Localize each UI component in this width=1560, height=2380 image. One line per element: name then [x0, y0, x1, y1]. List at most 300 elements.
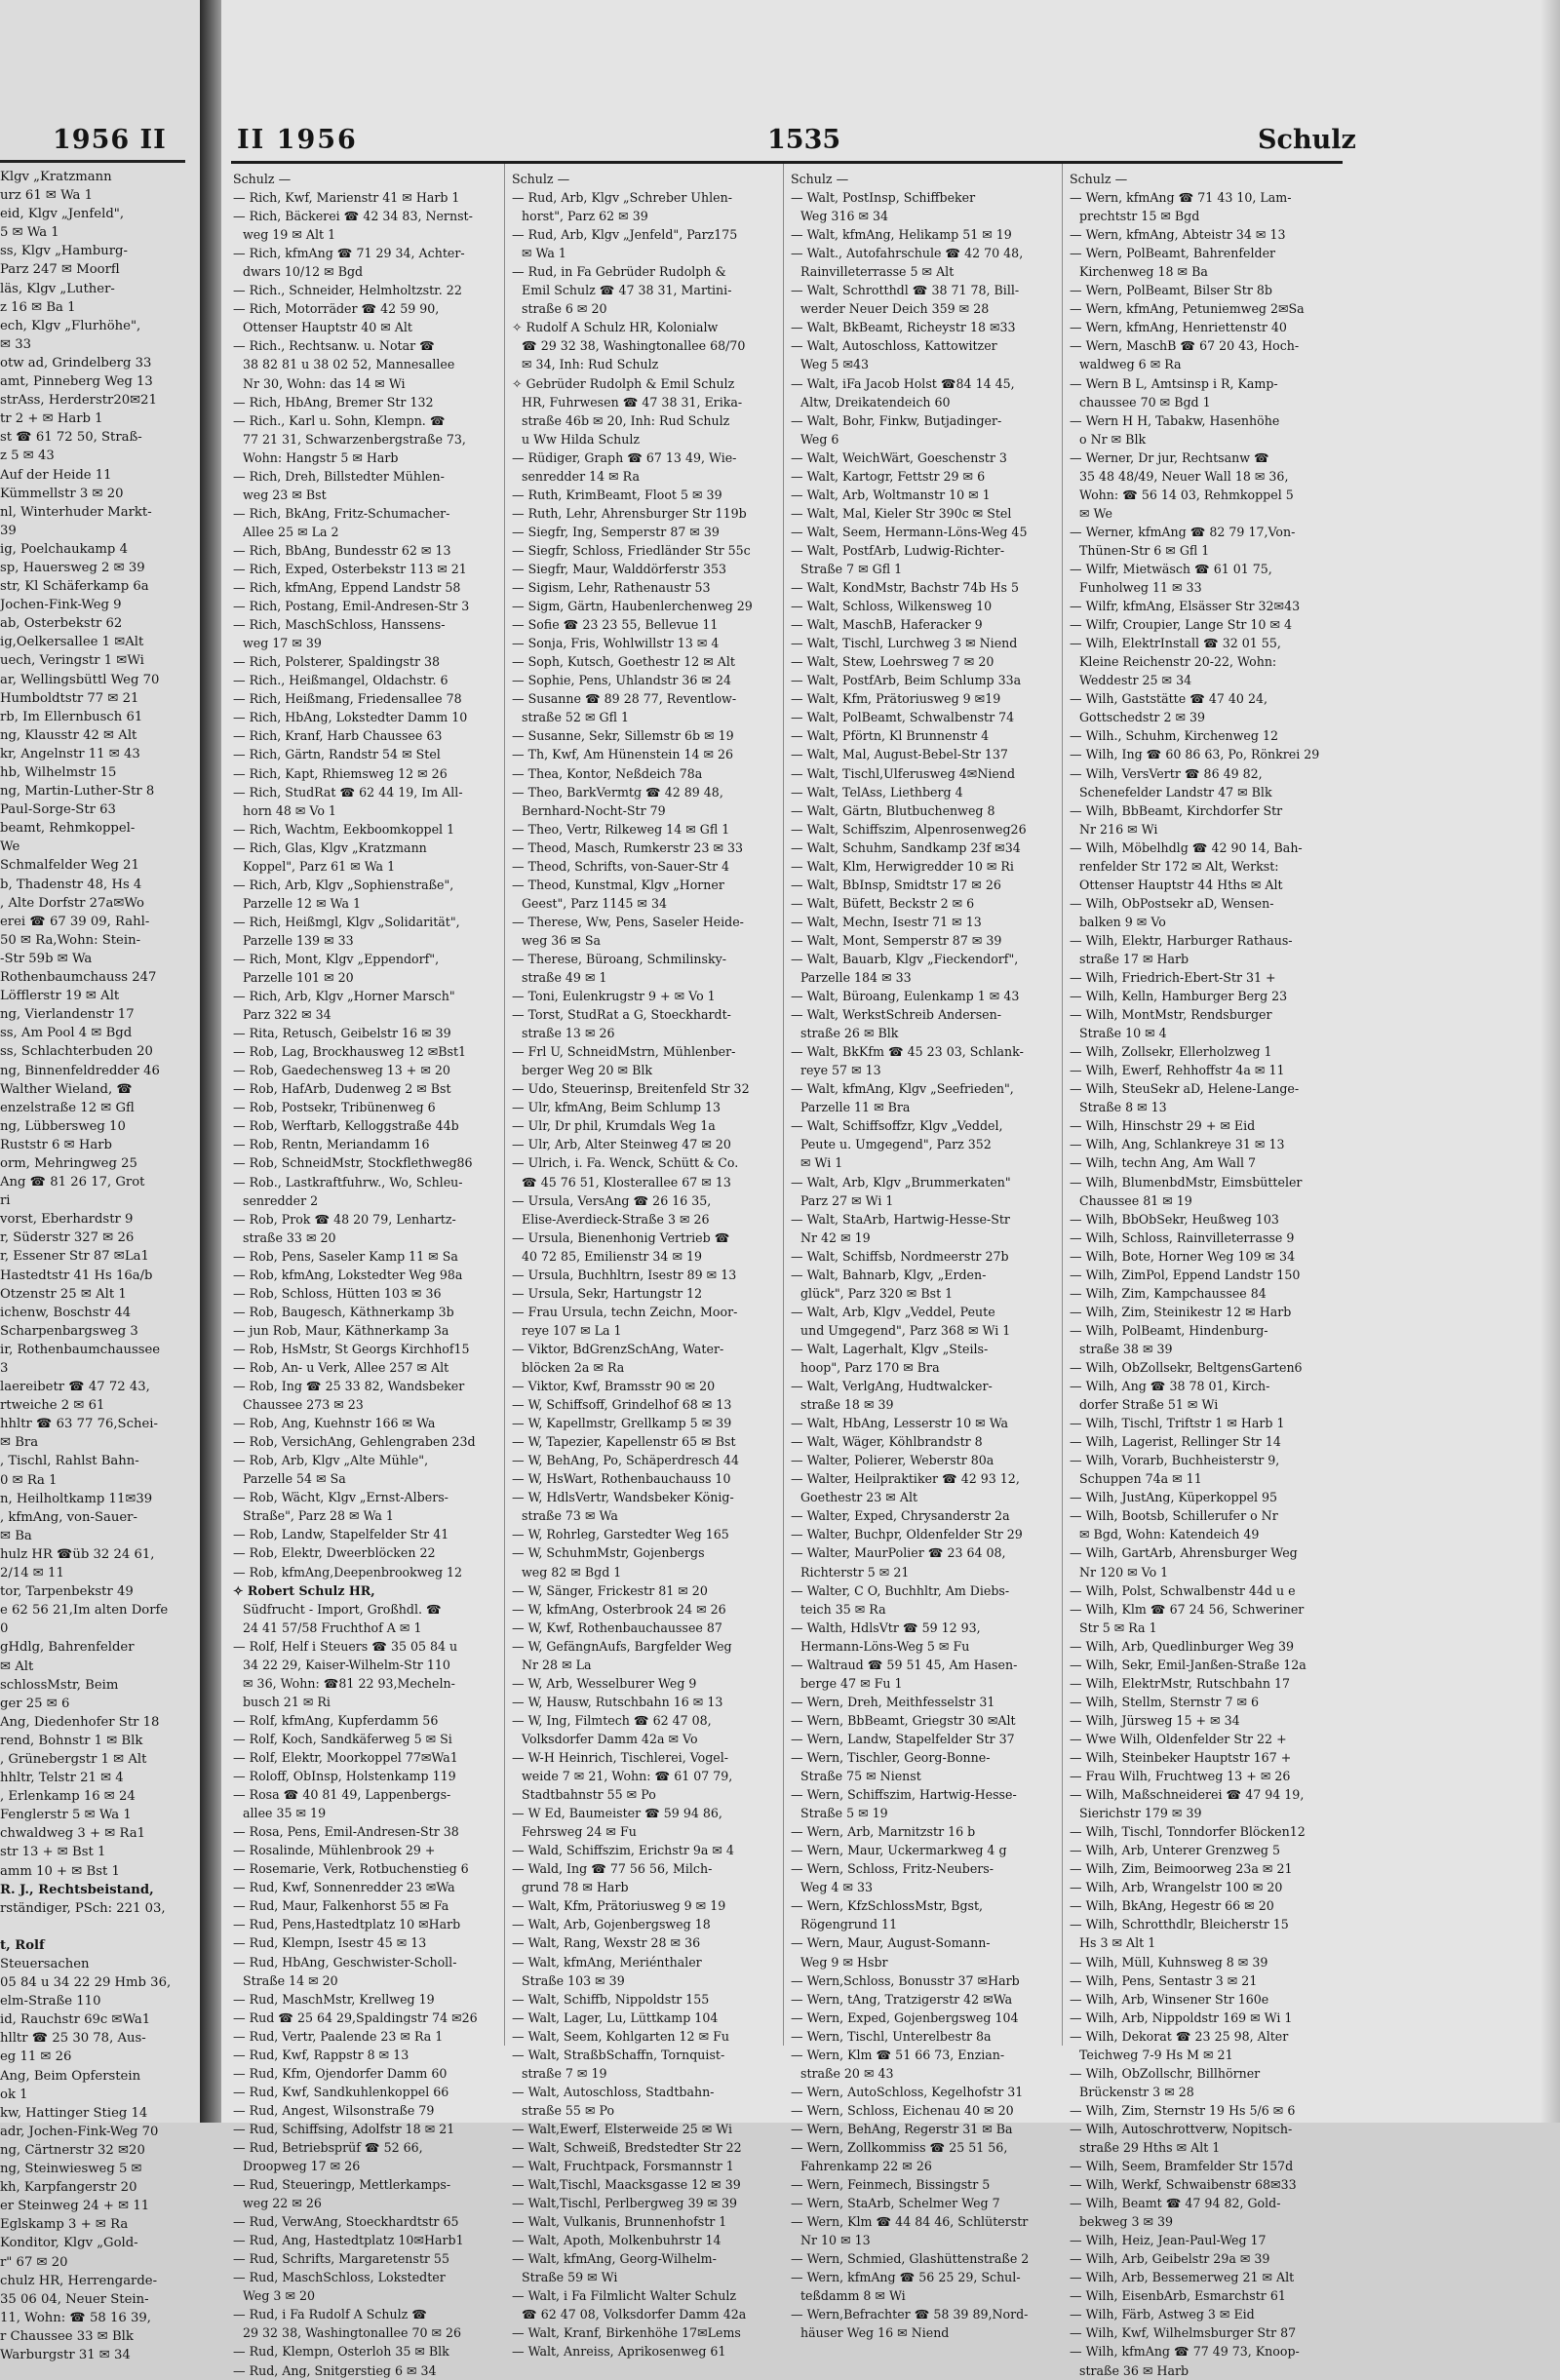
directory-entry-line: hoop", Parz 170 ✉ Bra	[800, 1360, 940, 1375]
left-text-line: Auf der Heide 11	[0, 467, 112, 483]
directory-entry-line: straße 7 ✉ 19	[522, 2065, 607, 2081]
directory-entry-line: Straße 8 ✉ 13	[1079, 1100, 1167, 1115]
directory-entry-line: — Soph, Kutsch, Goethestr 12 ✉ Alt	[512, 654, 735, 670]
directory-entry-line: — Wilh, Lagerist, Rellinger Str 14	[1070, 1434, 1281, 1450]
directory-entry-line: Kleine Reichenstr 20-22, Wohn:	[1079, 654, 1277, 670]
directory-entry-line: — Werner, kfmAng ☎ 82 79 17,Von-	[1070, 524, 1296, 539]
left-text-line: ss, Klgv „Hamburg-	[0, 244, 128, 259]
left-text-line: beamt, Rehmkoppel-	[0, 821, 136, 837]
directory-entry-line: — Wern, Schloss, Fritz-Neubers-	[791, 1861, 994, 1877]
left-text-line: Ruststr 6 ✉ Harb	[0, 1137, 112, 1152]
left-text-line: rtweiche 2 ✉ 61	[0, 1398, 105, 1414]
left-text-line: ng, Martin-Luther-Str 8	[0, 784, 155, 800]
directory-entry-line: — Walter, MaurPolier ☎ 23 64 08,	[791, 1545, 1006, 1561]
directory-entry-line: weg 23 ✉ Bst	[243, 487, 327, 502]
directory-entry-line: — Wern, Tischler, Georg-Bonne-	[791, 1749, 991, 1765]
directory-entry-line: — Wilh, Friedrich-Ebert-Str 31 +	[1070, 970, 1276, 986]
header-rule	[231, 161, 1343, 164]
directory-entry-line: ☎ 29 32 38, Washingtonallee 68/70	[522, 338, 746, 354]
left-text-line: ✉ Bra	[0, 1435, 39, 1451]
directory-entry-line: HR, Fuhrwesen ☎ 47 38 31, Erika-	[522, 394, 743, 410]
left-text-line	[0, 1918, 185, 1936]
directory-entry-line: — Walt, VerlgAng, Hudtwalcker-	[791, 1379, 993, 1394]
directory-entry-line: — Theod, Kunstmal, Klgv „Horner	[512, 877, 724, 892]
left-text-line: -Str 59b ✉ Wa	[0, 951, 93, 966]
directory-entry-line: — Rich, Dreh, Billstedter Mühlen-	[233, 468, 445, 484]
left-text-line: r" 67 ✉ 20	[0, 2254, 68, 2270]
left-text-line: 50 ✉ Ra,Wohn: Stein-	[0, 932, 141, 948]
left-text-line: Hastedtstr 41 Hs 16a/b	[0, 1268, 153, 1283]
directory-entry-line: straße 13 ✉ 26	[522, 1026, 615, 1041]
directory-entry-line: — Sigm, Gärtn, Haubenlerchenweg 29	[512, 599, 753, 614]
directory-entry-line: — Wilh, JustAng, Küperkoppel 95	[1070, 1490, 1278, 1505]
directory-entry-line: — Walt, Tischl,Ulferusweg 4✉Niend	[791, 765, 1016, 781]
directory-entry-line: — Rich, Glas, Klgv „Kratzmann	[233, 839, 427, 855]
directory-entry-line: werder Neuer Deich 359 ✉ 28	[800, 301, 990, 317]
directory-entry-line: — Rud, Kwf, Sandkuhlenkoppel 66	[233, 2084, 449, 2099]
directory-entry-line: — Walt, KondMstr, Bachstr 74b Hs 5	[791, 580, 1019, 596]
directory-entry-line: — Rich, Polsterer, Spaldingstr 38	[233, 654, 441, 670]
directory-entry-line: 40 72 85, Emilienstr 34 ✉ 19	[522, 1248, 703, 1264]
directory-entry-line: 24 41 57/58 Fruchthof A ✉ 1	[243, 1619, 422, 1635]
directory-entry-line: — Wilh, Zim, Sternstr 19 Hs 5/6 ✉ 6	[1070, 2102, 1296, 2118]
directory-entry-line: Parzelle 11 ✉ Bra	[800, 1100, 911, 1115]
directory-entry-line: — Walt, Seem, Kohlgarten 12 ✉ Fu	[512, 2028, 729, 2044]
left-text-line: otw ad, Grindelberg 33	[0, 355, 152, 371]
directory-entry-line: — Wilh, BbObSekr, Heußweg 103	[1070, 1211, 1279, 1227]
directory-entry-line: — Walt, Lager, Lu, Lüttkamp 104	[512, 2009, 719, 2025]
directory-entry-line: Str 5 ✉ Ra 1	[1079, 1619, 1157, 1635]
directory-entry-line: — Rob, Ang, Kuehnstr 166 ✉ Wa	[233, 1416, 436, 1431]
left-text-line: ✉ Alt	[0, 1658, 34, 1674]
directory-column-2	[512, 170, 777, 2361]
directory-entry-line: — Ursula, Bienenhonig Vertrieb ☎	[512, 1229, 730, 1245]
directory-entry-line: Nr 120 ✉ Vo 1	[1079, 1564, 1169, 1580]
directory-entry-line: Funholweg 11 ✉ 33	[1079, 580, 1202, 596]
directory-entry-line: dorfer Straße 51 ✉ Wi	[1079, 1397, 1219, 1413]
directory-entry-line: — W, Sänger, Frickestr 81 ✉ 20	[512, 1582, 708, 1598]
directory-entry-line: Nr 28 ✉ La	[522, 1657, 592, 1672]
directory-entry-line: — Rich, HbAng, Lokstedter Damm 10	[233, 710, 468, 725]
directory-entry-line: ✉ 34, Inh: Rud Schulz	[522, 357, 659, 372]
directory-entry-line: — Walt, Büroang, Eulenkamp 1 ✉ 43	[791, 989, 1020, 1004]
directory-entry-line: — Wilh, ZimPol, Eppend Landstr 150	[1070, 1267, 1301, 1282]
left-text-line: Fenglerstr 5 ✉ Wa 1	[0, 1808, 132, 1823]
left-text-line: hhltr ☎ 63 77 76,Schei-	[0, 1417, 158, 1432]
left-text-line: nl, Winterhuder Markt-	[0, 504, 152, 520]
directory-entry-line: — Wern, PolBeamt, Bahrenfelder	[1070, 246, 1276, 261]
directory-entry-line: ✉ We	[1079, 505, 1112, 521]
directory-entry-line: — Wilh, Elektr, Harburger Rathaus-	[1070, 932, 1293, 948]
directory-entry-line: weg 36 ✉ Sa	[522, 932, 602, 948]
left-text-line: adr, Jochen-Fink-Weg 70	[0, 2124, 159, 2139]
directory-entry-line: Geest", Parz 1145 ✉ 34	[522, 895, 667, 911]
left-text-line: orm, Mehringweg 25	[0, 1155, 137, 1171]
directory-entry-line: — Wern, BbBeamt, Griegstr 30 ✉Alt	[791, 1712, 1016, 1728]
directory-entry-line: — Walt, HbAng, Lesserstr 10 ✉ Wa	[791, 1416, 1009, 1431]
directory-entry-line: bekweg 3 ✉ 39	[1079, 2214, 1174, 2230]
left-text-line: Klgv „Kratzmann	[0, 170, 112, 184]
left-text-line: rend, Bohnstr 1 ✉ Blk	[0, 1733, 143, 1748]
directory-entry-line: — Walt,Tischl, Maacksgasse 12 ✉ 39	[512, 2177, 741, 2193]
directory-entry-line: — Walt, Arb, Woltmanstr 10 ✉ 1	[791, 487, 991, 502]
directory-entry-line: Schulz —	[1070, 172, 1128, 186]
directory-entry-line: 77 21 31, Schwarzenbergstraße 73,	[243, 431, 466, 447]
directory-entry-line: — Rich, Wachtm, Eekboomkoppel 1	[233, 821, 455, 837]
directory-entry-line: Straße 10 ✉ 4	[1079, 1026, 1167, 1041]
left-text-line: Walther Wieland, ☎	[0, 1081, 133, 1097]
left-text-line: Humboldtstr 77 ✉ 21	[0, 690, 139, 706]
page-year-header: II 1956	[237, 125, 358, 155]
directory-entry-line: — Wern B L, Amtsinsp i R, Kamp-	[1070, 375, 1278, 391]
directory-entry-line: — Wilh, Schrotthdlr, Bleicherstr 15	[1070, 1917, 1289, 1932]
left-text-line: chulz HR, Herrengarde-	[0, 2273, 158, 2288]
directory-entry-line: straße 46b ✉ 20, Inh: Rud Schulz	[522, 412, 730, 428]
directory-entry-line: straße 18 ✉ 39	[800, 1397, 894, 1413]
directory-entry-line: — Rud, i Fa Rudolf A Schulz ☎	[233, 2307, 427, 2322]
left-text-line: hlltr ☎ 25 30 78, Aus-	[0, 2031, 146, 2047]
directory-entry-line: — Rich., Karl u. Sohn, Klempn. ☎	[233, 412, 446, 428]
book-gutter	[200, 0, 221, 2123]
directory-entry-line: — Walt, Seem, Hermann-Löns-Weg 45	[791, 524, 1028, 539]
directory-entry-line: — Wern, Exped, Gojenbergsweg 104	[791, 2009, 1019, 2025]
directory-entry-line: — Wilh, Bootsb, Schillerufer o Nr	[1070, 1508, 1278, 1524]
directory-entry-line: — Wilh, Beamt ☎ 47 94 82, Gold-	[1070, 2196, 1281, 2211]
directory-entry-line: — W, Kapellmstr, Grellkamp 5 ✉ 39	[512, 1416, 732, 1431]
directory-entry-line: — Wern, kfmAng, Petuniemweg 2✉Sa	[1070, 301, 1305, 317]
directory-entry-line: — Wern, StaArb, Schelmer Weg 7	[791, 2196, 1000, 2211]
left-text-line: rb, Im Ellernbusch 61	[0, 709, 143, 724]
directory-entry-line: — Wilh, Bote, Horner Weg 109 ✉ 34	[1070, 1248, 1296, 1264]
left-text-line: 11, Wohn: ☎ 58 16 39,	[0, 2310, 151, 2325]
left-text-line: schlossMstr, Beim	[0, 1677, 119, 1693]
directory-entry-line: ☎ 62 47 08, Volksdorfer Damm 42a	[522, 2307, 747, 2322]
directory-entry-line: — Rob, Prok ☎ 48 20 79, Lenhartz-	[233, 1211, 456, 1227]
directory-entry-line: — Theod, Masch, Rumkerstr 23 ✉ 33	[512, 839, 744, 855]
directory-entry-line: Parzelle 101 ✉ 20	[243, 970, 354, 986]
directory-entry-line: — Wilh, Dekorat ☎ 23 25 98, Alter	[1070, 2028, 1289, 2044]
page-edge	[1540, 0, 1560, 2123]
directory-entry-line: — Wern, Maur, Uckermarkweg 4 g	[791, 1843, 1007, 1858]
directory-entry-line: — Wilh, Zim, Kampchaussee 84	[1070, 1285, 1267, 1301]
directory-entry-line: — Walter, Polierer, Weberstr 80a	[791, 1453, 994, 1468]
left-page-header: 1956 II	[53, 125, 167, 155]
left-text-line: Warburgstr 31 ✉ 34	[0, 2347, 131, 2362]
directory-entry-line: Schulz —	[791, 172, 849, 186]
left-text-line: tr 2 + ✉ Harb 1	[0, 411, 103, 427]
directory-entry-line: — Rich, Bäckerei ☎ 42 34 83, Nernst-	[233, 209, 473, 224]
directory-entry-line: — Rob, Landw, Stapelfelder Str 41	[233, 1527, 449, 1542]
left-text-line: amt, Pinneberg Weg 13	[0, 374, 153, 390]
directory-entry-line: reye 107 ✉ La 1	[522, 1322, 622, 1338]
directory-entry-line: balken 9 ✉ Vo	[1079, 914, 1166, 929]
directory-entry-line: — Walt, Kranf, Birkenhöhe 17✉Lems	[512, 2325, 741, 2341]
directory-entry-line: — Wilh, BlumenbdMstr, Eimsbütteler	[1070, 1174, 1303, 1190]
directory-entry-line: — Walt, iFa Jacob Holst ☎84 14 45,	[791, 375, 1015, 391]
directory-entry-line: Gottschedstr 2 ✉ 39	[1079, 710, 1206, 725]
directory-entry-line: — Walt, Mechn, Isestr 71 ✉ 13	[791, 914, 982, 929]
directory-entry-line: — Wern, Feinmech, Bissingstr 5	[791, 2177, 991, 2193]
directory-entry-line: — Rita, Retusch, Geibelstr 16 ✉ 39	[233, 1026, 451, 1041]
page-running-head: Schulz	[1258, 125, 1356, 155]
directory-entry-line: — Rob, Baugesch, Käthnerkamp 3b	[233, 1304, 454, 1319]
left-text-line: gHdlg, Bahrenfelder	[0, 1640, 135, 1656]
directory-entry-line: Stadtbahnstr 55 ✉ Po	[522, 1787, 656, 1803]
left-text-line: ok 1	[0, 2087, 28, 2102]
directory-column-1	[233, 170, 498, 2380]
directory-entry-line: — W-H Heinrich, Tischlerei, Vogel-	[512, 1749, 729, 1765]
directory-entry-line: — Rud, Ang, Hastedtplatz 10✉Harb1	[233, 2233, 464, 2248]
directory-entry-line: — Wilh, Seem, Bramfelder Str 157d	[1070, 2159, 1294, 2174]
left-text-line: Ang ☎ 81 26 17, Grot	[0, 1175, 145, 1190]
directory-column-3	[791, 170, 1056, 2342]
directory-entry-line: — Rud, Steueringp, Mettlerkamps-	[233, 2177, 451, 2193]
directory-entry-line: — Walt, Schrotthdl ☎ 38 71 78, Bill-	[791, 283, 1020, 298]
directory-entry-line: — Sigism, Lehr, Rathenaustr 53	[512, 580, 711, 596]
directory-entry-line: — Wilh, Arb, Nippoldstr 169 ✉ Wi 1	[1070, 2009, 1293, 2025]
directory-entry-line: straße 20 ✉ 43	[800, 2065, 894, 2081]
directory-entry-line: — Rich, HbAng, Bremer Str 132	[233, 394, 434, 410]
directory-entry-line: — Wilh, Vorarb, Buchheisterstr 9,	[1070, 1453, 1280, 1468]
directory-entry-line: — Rob, An- u Verk, Allee 257 ✉ Alt	[233, 1360, 449, 1375]
directory-entry-line: — Rud, Klempn, Isestr 45 ✉ 13	[233, 1935, 427, 1951]
directory-entry-line: — W, BehAng, Po, Schäperdresch 44	[512, 1453, 740, 1468]
directory-entry-line: teßdamm 8 ✉ Wi	[800, 2288, 906, 2304]
directory-entry-line: — Walt, Schiffsoffzr, Klgv „Veddel,	[791, 1118, 1003, 1134]
directory-entry-line: — Wilfr, Croupier, Lange Str 10 ✉ 4	[1070, 617, 1293, 633]
directory-entry-line: — Rosemarie, Verk, Rotbuchenstieg 6	[233, 1861, 469, 1877]
directory-entry-line: ✧ Rudolf A Schulz HR, Kolonialw	[512, 320, 719, 335]
directory-entry-line: Schulz —	[512, 172, 570, 186]
directory-entry-line: chaussee 70 ✉ Bgd 1	[1079, 394, 1211, 410]
left-text-line: ab, Osterbekstr 62	[0, 616, 123, 632]
directory-entry-line: — Thea, Kontor, Neßdeich 78a	[512, 765, 703, 781]
directory-entry-line: Schuppen 74a ✉ 11	[1079, 1471, 1202, 1487]
directory-entry-line: — Walt, PolBeamt, Schwalbenstr 74	[791, 710, 1015, 725]
directory-entry-line: — Rud, Schiffsing, Adolfstr 18 ✉ 21	[233, 2121, 455, 2136]
directory-entry-line: Straße 7 ✉ Gfl 1	[800, 561, 903, 576]
left-text-line: Schmalfelder Weg 21	[0, 858, 139, 874]
directory-entry-line: — Ursula, Buchhltrn, Isestr 89 ✉ 13	[512, 1267, 737, 1282]
directory-entry-line: — Wern, kfmAng ☎ 56 25 29, Schul-	[791, 2270, 1021, 2285]
directory-entry-line: Straße 103 ✉ 39	[522, 1972, 625, 1988]
directory-entry-line: Schulz —	[233, 172, 292, 186]
directory-entry-line: — Ulrich, i. Fa. Wenck, Schütt & Co.	[512, 1155, 739, 1171]
directory-entry-line: — Siegfr, Ing, Semperstr 87 ✉ 39	[512, 524, 720, 539]
left-text-line: z 16 ✉ Ba 1	[0, 299, 76, 315]
directory-entry-line: — Wern, Landw, Stapelfelder Str 37	[791, 1731, 1015, 1746]
directory-entry-line: — Rob, HsMstr, St Georgs Kirchhof15	[233, 1341, 470, 1356]
directory-entry-line: — Wilh, Arb, Winsener Str 160e	[1070, 1991, 1269, 2007]
directory-entry-line: — Wern, Schloss, Eichenau 40 ✉ 20	[791, 2102, 1014, 2118]
directory-entry-line: — Rud, Kwf, Sonnenredder 23 ✉Wa	[233, 1880, 455, 1895]
left-text-line: n, Heilholtkamp 11✉39	[0, 1491, 153, 1506]
directory-entry-line: — Rosa, Pens, Emil-Andresen-Str 38	[233, 1824, 459, 1840]
directory-entry-line: — W Ed, Baumeister ☎ 59 94 86,	[512, 1806, 722, 1821]
directory-entry-line: — Walt, Schloss, Wilkensweg 10	[791, 599, 993, 614]
directory-entry-line: — Rich., Schneider, Helmholtzstr. 22	[233, 283, 462, 298]
directory-entry-line: — Rud, Ang, Snitgerstieg 6 ✉ 34	[233, 2362, 437, 2378]
directory-entry-line: — Walt, PostfArb, Ludwig-Richter-	[791, 542, 1005, 558]
directory-entry-line: Teichweg 7-9 Hs M ✉ 21	[1079, 2047, 1233, 2062]
left-text-line: ng, Steinwiesweg 5 ✉	[0, 2162, 142, 2177]
directory-entry-line: — Wilh, Steinbeker Hauptstr 167 +	[1070, 1749, 1292, 1765]
left-text-line: enzelstraße 12 ✉ Gfl	[0, 1100, 135, 1115]
directory-entry-line: — Walt, kfmAng, Helikamp 51 ✉ 19	[791, 227, 1012, 243]
directory-entry-line: allee 35 ✉ 19	[243, 1806, 327, 1821]
directory-entry-line: — Wern, Schiffszim, Hartwig-Hesse-	[791, 1787, 1017, 1803]
directory-entry-line: — Rich, Postang, Emil-Andresen-Str 3	[233, 599, 470, 614]
directory-entry-line: — Wald, Schiffszim, Erichstr 9a ✉ 4	[512, 1843, 734, 1858]
directory-entry-line: weg 22 ✉ 26	[243, 2196, 322, 2211]
directory-entry-line: — Wilfr, Mietwäsch ☎ 61 01 75,	[1070, 561, 1272, 576]
left-text-line: , Erlenkamp 16 ✉ 24	[0, 1789, 136, 1805]
directory-entry-line: — Wilh, Ewerf, Rehhoffstr 4a ✉ 11	[1070, 1063, 1285, 1078]
directory-entry-line: Parzelle 12 ✉ Wa 1	[243, 895, 361, 911]
directory-entry-line: — Wwe Wilh, Oldenfelder Str 22 +	[1070, 1731, 1287, 1746]
left-text-line: Rothenbaumchauss 247	[0, 970, 157, 986]
directory-entry-line: Peute u. Umgegend", Parz 352	[800, 1137, 992, 1152]
directory-entry-line: — Rich, kfmAng ☎ 71 29 34, Achter-	[233, 246, 465, 261]
directory-entry-line: — Rob, kfmAng,Deepenbrookweg 12	[233, 1564, 463, 1580]
directory-entry-line: — Frau Wilh, Fruchtweg 13 + ✉ 26	[1070, 1769, 1291, 1784]
directory-entry-line: — Walt, Bauarb, Klgv „Fieckendorf",	[791, 951, 1019, 966]
directory-entry-line: straße 17 ✉ Harb	[1079, 951, 1190, 966]
left-text-line: 35 06 04, Neuer Stein-	[0, 2291, 149, 2307]
directory-entry-line: — Rich, Kranf, Harb Chaussee 63	[233, 728, 443, 744]
directory-entry-line: Parzelle 139 ✉ 33	[243, 932, 354, 948]
left-text-line: kw, Hattinger Stieg 14	[0, 2105, 148, 2121]
directory-entry-line: — Wilh, BbBeamt, Kirchdorfer Str	[1070, 802, 1283, 818]
directory-entry-line: — Walt, Büfett, Beckstr 2 ✉ 6	[791, 895, 975, 911]
directory-entry-line: — Walt, Kfm, Prätoriusweg 9 ✉ 19	[512, 1898, 726, 1914]
directory-entry-line: — Rob, Elektr, Dweerblöcken 22	[233, 1545, 436, 1561]
directory-entry-line: — Walt, Stew, Loehrsweg 7 ✉ 20	[791, 654, 994, 670]
directory-entry-line: — Wilh, Heiz, Jean-Paul-Weg 17	[1070, 2233, 1267, 2248]
directory-entry-line: — Wilh, Schloss, Rainvilleterrasse 9	[1070, 1229, 1295, 1245]
directory-entry-line: — Wern, Tischl, Unterelbestr 8a	[791, 2028, 992, 2044]
left-text-line: 39	[0, 523, 17, 538]
directory-entry-line: — Wilh, ObPostsekr aD, Wensen-	[1070, 895, 1274, 911]
directory-entry-line: — Ursula, VersAng ☎ 26 16 35,	[512, 1192, 712, 1208]
directory-entry-line: — Rud, Kwf, Rappstr 8 ✉ 13	[233, 2047, 410, 2062]
directory-entry-line: u Ww Hilda Schulz	[522, 431, 641, 447]
directory-entry-line: — W, Kwf, Rothenbauchaussee 87	[512, 1619, 722, 1635]
left-text-line: Jochen-Fink-Weg 9	[0, 598, 122, 613]
directory-entry-line: Weg 3 ✉ 20	[243, 2288, 316, 2304]
left-text-line: Steuersachen	[0, 1957, 90, 1971]
directory-entry-line: berger Weg 20 ✉ Blk	[522, 1063, 653, 1078]
directory-entry-line: renfelder Str 172 ✉ Alt, Werkst:	[1079, 858, 1279, 874]
directory-entry-line: — Rud, Angest, Wilsonstraße 79	[233, 2102, 435, 2118]
directory-entry-line: — Walt, WerkstSchreib Andersen-	[791, 1007, 1001, 1023]
left-header-rule	[0, 160, 185, 163]
left-text-line: t, Rolf	[0, 1937, 45, 1953]
directory-entry-line: Richterstr 5 ✉ 21	[800, 1564, 910, 1580]
directory-entry-line: Nr 42 ✉ 19	[800, 1229, 871, 1245]
directory-entry-line: — Rob., Lastkraftfuhrw., Wo, Schleu-	[233, 1174, 463, 1190]
directory-entry-line: — Walt, Gärtn, Blutbuchenweg 8	[791, 802, 995, 818]
directory-entry-line: Fahrenkamp 22 ✉ 26	[800, 2159, 932, 2174]
directory-entry-line: Hs 3 ✉ Alt 1	[1079, 1935, 1156, 1951]
left-text-line: eg 11 ✉ 26	[0, 2049, 72, 2065]
directory-entry-line: straße 26 ✉ Blk	[800, 1026, 899, 1041]
directory-entry-line: — Walt, Autoschloss, Stadtbahn-	[512, 2084, 715, 2099]
directory-entry-line: Weg 9 ✉ Hsbr	[800, 1954, 888, 1970]
directory-entry-line: — Wilh, ObZollsekr, BeltgensGarten6	[1070, 1360, 1303, 1375]
directory-entry-line: — Walt, PostInsp, Schiffbeker	[791, 190, 976, 206]
directory-entry-line: ✉ 36, Wohn: ☎81 22 93,Mecheln-	[243, 1675, 455, 1691]
directory-entry-line: Straße 59 ✉ Wi	[522, 2270, 618, 2285]
directory-entry-line: — Rud, in Fa Gebrüder Rudolph &	[512, 264, 726, 280]
directory-entry-line: — Rob, Arb, Klgv „Alte Mühle",	[233, 1453, 429, 1468]
directory-entry-line: — Rob, Schloss, Hütten 103 ✉ 36	[233, 1285, 442, 1301]
directory-entry-line: — W, GefängnAufs, Bargfelder Weg	[512, 1638, 732, 1654]
directory-entry-line: — Wilh, Ing ☎ 60 86 63, Po, Rönkrei 29	[1070, 747, 1320, 762]
left-text-line: ng, Lübbersweg 10	[0, 1118, 126, 1134]
directory-entry-line: — Walt, Apoth, Molkenbuhrstr 14	[512, 2233, 722, 2248]
directory-entry-line: weg 17 ✉ 39	[243, 636, 322, 651]
directory-entry-line: — Wilh, EisenbArb, Esmarchstr 61	[1070, 2288, 1286, 2304]
directory-entry-line: — Walt, Mont, Semperstr 87 ✉ 39	[791, 932, 1002, 948]
directory-entry-line: — Rob, Postsekr, Tribünenweg 6	[233, 1100, 436, 1115]
directory-entry-line: — Wald, Ing ☎ 77 56 56, Milch-	[512, 1861, 713, 1877]
directory-entry-line: — Rolf, Helf i Steuers ☎ 35 05 84 u	[233, 1638, 458, 1654]
directory-entry-line: — Wilh, Pens, Sentastr 3 ✉ 21	[1070, 1972, 1258, 1988]
directory-entry-line: Elise-Averdieck-Straße 3 ✉ 26	[522, 1211, 710, 1227]
directory-entry-line: — Wilh, Sekr, Emil-Janßen-Straße 12a	[1070, 1657, 1306, 1672]
directory-entry-line: — Rud, Arb, Klgv „Schreber Uhlen-	[512, 190, 732, 206]
directory-entry-line: — Wilh, Zim, Steinikestr 12 ✉ Harb	[1070, 1304, 1292, 1319]
directory-entry-line: — Toni, Eulenkrugstr 9 + ✉ Vo 1	[512, 989, 716, 1004]
left-text-line: 0 ✉ Ra 1	[0, 1472, 58, 1488]
directory-entry-line: — Walt, Tischl, Lurchweg 3 ✉ Niend	[791, 636, 1018, 651]
directory-entry-line: — Walt, Pförtn, Kl Brunnenstr 4	[791, 728, 990, 744]
directory-entry-line: Nr 30, Wohn: das 14 ✉ Wi	[243, 375, 406, 391]
directory-entry-line: — Rolf, Koch, Sandkäferweg 5 ✉ Si	[233, 1731, 452, 1746]
directory-entry-line: — Walt, Bohr, Finkw, Butjadinger-	[791, 412, 1002, 428]
directory-entry-line: straße 49 ✉ 1	[522, 970, 607, 986]
directory-entry-line: — W, Ing, Filmtech ☎ 62 47 08,	[512, 1712, 712, 1728]
directory-entry-line: straße 73 ✉ Wa	[522, 1508, 618, 1524]
directory-entry-line: — Walt, Schuhm, Sandkamp 23f ✉34	[791, 839, 1021, 855]
directory-entry-line: — Theod, Schrifts, von-Sauer-Str 4	[512, 858, 730, 874]
directory-entry-line: — W, HsWart, Rothenbauchauss 10	[512, 1471, 731, 1487]
directory-entry-line: Straße", Parz 28 ✉ Wa 1	[243, 1508, 394, 1524]
directory-page	[221, 0, 1560, 2378]
directory-entry-line: — Walt,Ewerf, Elsterweide 25 ✉ Wi	[512, 2121, 733, 2136]
directory-entry-line: Koppel", Parz 61 ✉ Wa 1	[243, 858, 396, 874]
directory-entry-line: — Walt, i Fa Filmlicht Walter Schulz	[512, 2288, 736, 2304]
directory-entry-line: — Wern, Zollkommiss ☎ 25 51 56,	[791, 2139, 1008, 2155]
directory-entry-line: — Rich, BkAng, Fritz-Schumacher-	[233, 505, 450, 521]
left-text-line: b, Thadenstr 48, Hs 4	[0, 877, 142, 892]
directory-entry-line: — Rob, Wächt, Klgv „Ernst-Albers-	[233, 1490, 448, 1505]
directory-entry-line: — W, kfmAng, Osterbrook 24 ✉ 26	[512, 1601, 726, 1617]
directory-entry-line: Volksdorfer Damm 42a ✉ Vo	[522, 1731, 698, 1746]
directory-entry-line: — Rich, BbAng, Bundesstr 62 ✉ 13	[233, 542, 451, 558]
directory-entry-line: — Walt, StaArb, Hartwig-Hesse-Str	[791, 1211, 1010, 1227]
directory-entry-line: — Rosa ☎ 40 81 49, Lappenbergs-	[233, 1787, 451, 1803]
directory-entry-line: — Wilh, Stellm, Sternstr 7 ✉ 6	[1070, 1694, 1260, 1709]
left-text-line: hulz HR ☎üb 32 24 61,	[0, 1546, 155, 1562]
directory-entry-line: — Wilh, ElektrMstr, Rutschbahn 17	[1070, 1675, 1291, 1691]
directory-entry-line: — W, Tapezier, Kapellenstr 65 ✉ Bst	[512, 1434, 736, 1450]
directory-entry-line: — Rud, MaschSchloss, Lokstedter	[233, 2270, 446, 2285]
directory-entry-line: — Wilh, Tischl, Triftstr 1 ✉ Harb 1	[1070, 1416, 1285, 1431]
directory-entry-line: — Rich, Kapt, Rhiemsweg 12 ✉ 26	[233, 765, 448, 781]
directory-entry-line: — Wilh, ElektrInstall ☎ 32 01 55,	[1070, 636, 1281, 651]
